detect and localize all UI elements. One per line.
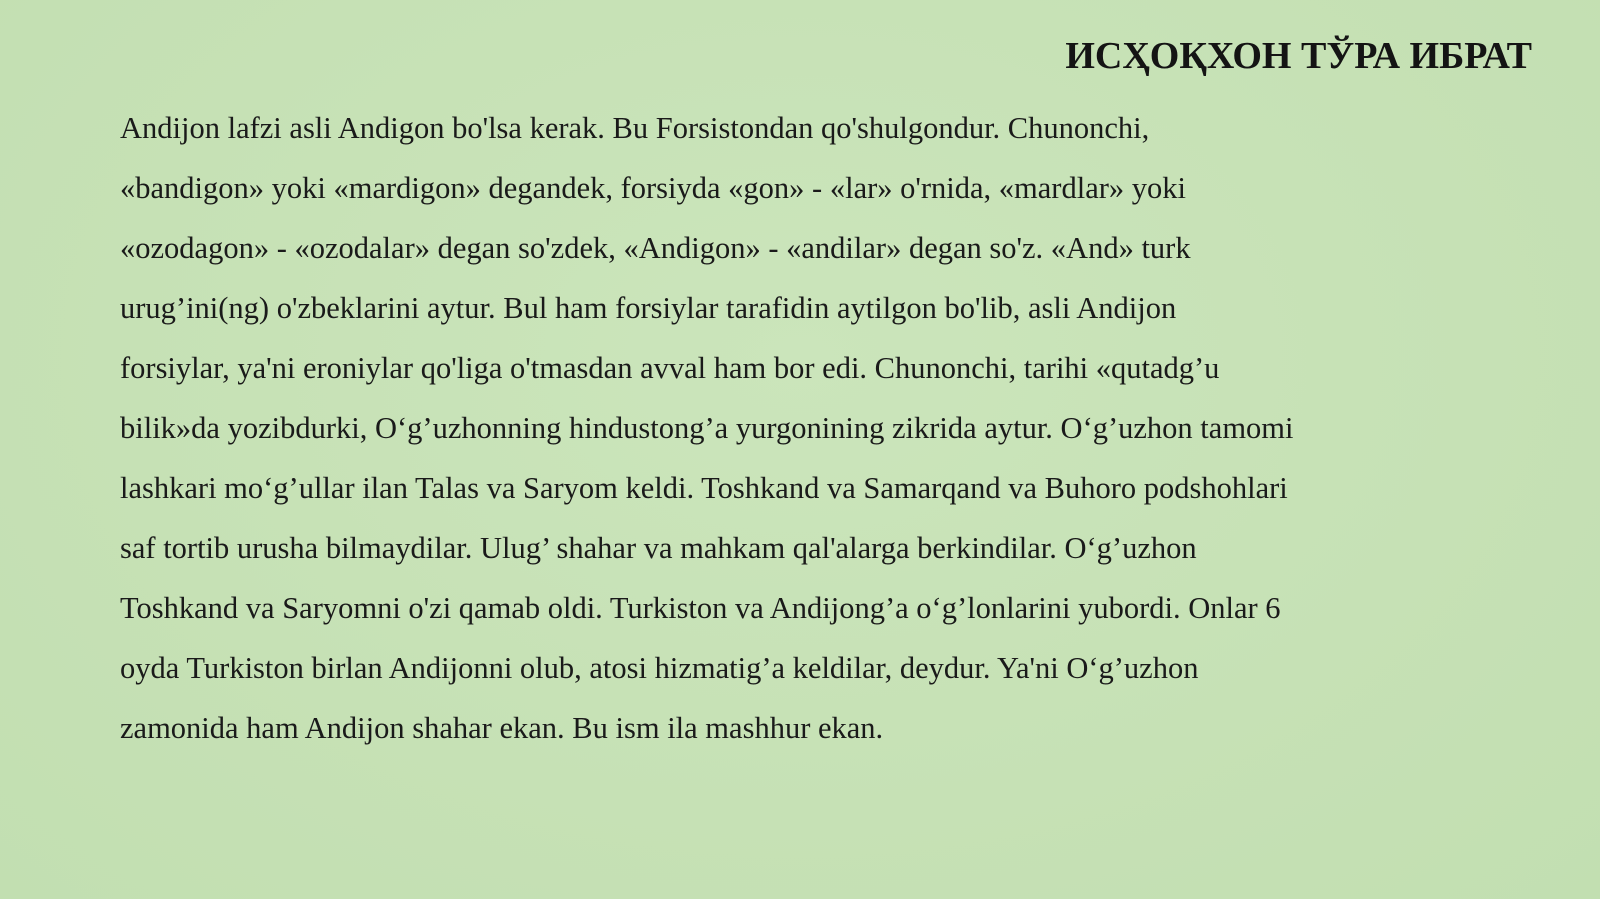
text-line: «ozodagon» - «ozodalar» degan so'zdek, «Andigon» - «andilar» degan so'z. «And» turk (120, 231, 1191, 265)
slide-title: ИСҲОҚХОН ТЎРА ИБРАТ (1065, 35, 1532, 77)
text-line: Toshkand va Saryomni o'zi qamab oldi. Turkiston va Andijong’a o‘g’lonlarini yubordi. Onlar 6 (120, 591, 1281, 625)
text-line: bilik»da yozibdurki, O‘g’uzhonning hindustong’a yurgonining zikrida aytur. O‘g’uzhon tamomi (120, 411, 1294, 445)
text-line: oyda Turkiston birlan Andijonni olub, atosi hizmatig’a keldilar, deydur. Ya'ni O‘g’uzhon (120, 651, 1199, 685)
text-line: forsiylar, ya'ni eroniylar qo'liga o'tmasdan avval ham bor edi. Chunonchi, tarihi «qutadg’u (120, 351, 1220, 385)
text-line: urug’ini(ng) o'zbeklarini aytur. Bul ham forsiylar tarafidin aytilgon bo'lib, asli Andijon (120, 291, 1177, 325)
text-line: Andijon lafzi asli Andigon bo'lsa kerak. Bu Forsistondan qo'shulgondur. Chunonchi, (120, 111, 1150, 145)
text-line: saf tortib urusha bilmaydilar. Ulug’ shahar va mahkam qal'alarga berkindilar. O‘g’uzhon (120, 531, 1197, 565)
text-line: «bandigon» yoki «mardigon» degandek, forsiyda «gon» - «lar» o'rnida, «mardlar» yoki (120, 171, 1186, 205)
text-line: zamonida ham Andijon shahar ekan. Bu ism ila mashhur ekan. (120, 711, 884, 745)
text-line: lashkari mo‘g’ullar ilan Talas va Saryom keldi. Toshkand va Samarqand va Buhoro podshohlari (120, 471, 1288, 505)
body-text (120, 98, 1420, 758)
